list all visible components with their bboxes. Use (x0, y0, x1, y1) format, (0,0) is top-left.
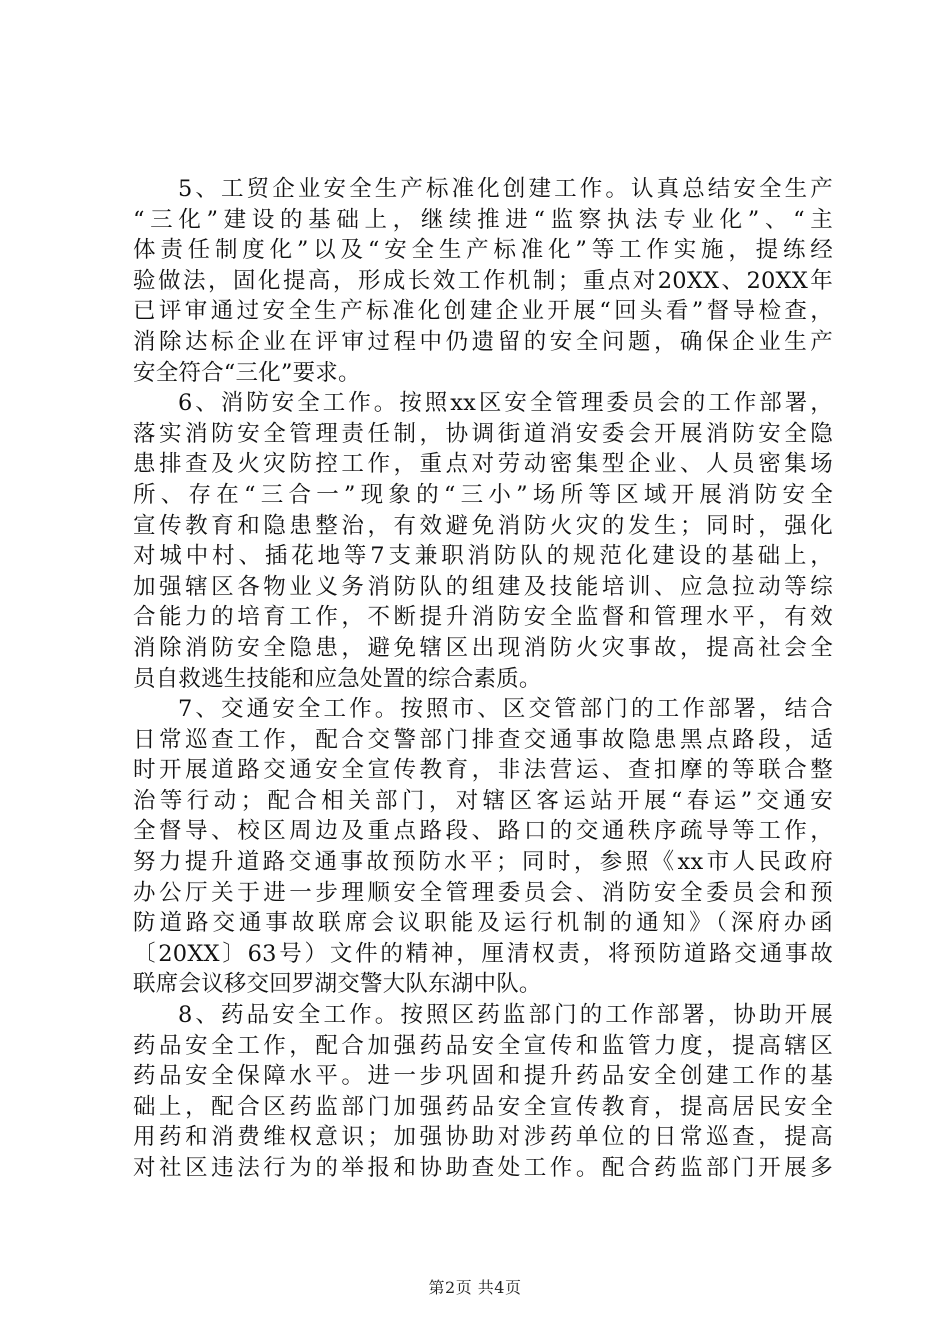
paragraph-line: 消除达标企业在评审过程中仍遗留的安全问题，确保企业生产 (133, 328, 833, 355)
paragraph-line: 础上，配合区药监部门加强药品安全宣传教育，提高居民安全 (133, 1093, 833, 1120)
paragraph-line: 办公厅关于进一步理顺安全管理委员会、消防安全委员会和预 (133, 879, 833, 906)
paragraph-line: 员自救逃生技能和应急处置的综合素质。 (133, 665, 542, 692)
paragraph-line: 日常巡查工作，配合交警部门排查交通事故隐患黑点路段，适 (133, 726, 833, 753)
paragraph (133, 388, 833, 694)
paragraph-line: 防道路交通事故联席会议职能及运行机制的通知》（深府办函 (133, 910, 833, 937)
paragraph-line: “三化”建设的基础上，继续推进“监察执法专业化”、“主 (133, 206, 833, 233)
paragraph (133, 1000, 833, 1184)
paragraph-line: 〔20XX〕63号）文件的精神，厘清权责，将预防道路交通事故 (133, 940, 833, 967)
paragraph-line: 体责任制度化”以及“安全生产标准化”等工作实施，提练经 (133, 237, 833, 264)
paragraph-line: 用药和消费维权意识；加强协助对涉药单位的日常巡查，提高 (133, 1124, 833, 1151)
paragraph-line: 消除消防安全隐患，避免辖区出现消防火灾事故，提高社会全 (133, 634, 833, 661)
paragraph-line: 联席会议移交回罗湖交警大队东湖中队。 (133, 971, 542, 998)
paragraph-line: 8、药品安全工作。按照区药监部门的工作部署，协助开展 (178, 1002, 833, 1029)
paragraph-line: 对社区违法行为的举报和协助查处工作。配合药监部门开展多 (133, 1155, 833, 1181)
paragraph-line: 所、存在“三合一”现象的“三小”场所等区域开展消防安全 (133, 481, 833, 508)
paragraph-line: 药品安全工作，配合加强药品安全宣传和监管力度，提高辖区 (133, 1032, 833, 1059)
paragraph-line: 落实消防安全管理责任制，协调街道消安委会开展消防安全隐 (133, 420, 833, 447)
page-footer: 第2页 共4页 (428, 1278, 522, 1297)
paragraph-line: 5、工贸企业安全生产标准化创建工作。认真总结安全生产 (178, 176, 833, 202)
paragraph (133, 174, 833, 388)
document-body (133, 174, 833, 1184)
paragraph-line: 加强辖区各物业义务消防队的组建及技能培训、应急拉动等综 (133, 573, 833, 600)
paragraph-line: 对城中村、插花地等7支兼职消防队的规范化建设的基础上， (133, 543, 833, 570)
paragraph-line: 已评审通过安全生产标准化创建企业开展“回头看”督导检查， (133, 298, 833, 325)
paragraph-line: 安全符合“三化”要求。 (133, 359, 361, 386)
paragraph (133, 694, 833, 1000)
paragraph-line: 时开展道路交通安全宣传教育，非法营运、查扣摩的等联合整 (133, 757, 833, 784)
paragraph-line: 全督导、校区周边及重点路段、路口的交通秩序疏导等工作， (133, 818, 833, 845)
paragraph-line: 治等行动；配合相关部门，对辖区客运站开展“春运”交通安 (133, 787, 833, 814)
paragraph-line: 合能力的培育工作，不断提升消防安全监督和管理水平，有效 (133, 604, 833, 631)
paragraph-line: 药品安全保障水平。进一步巩固和提升药品安全创建工作的基 (133, 1063, 833, 1090)
paragraph-line: 努力提升道路交通事故预防水平；同时，参照《xx市人民政府 (133, 849, 833, 876)
paragraph-line: 患排查及火灾防控工作，重点对劳动密集型企业、人员密集场 (133, 451, 833, 478)
paragraph-line: 6、消防安全工作。按照xx区安全管理委员会的工作部署， (178, 390, 833, 417)
paragraph-line: 7、交通安全工作。按照市、区交管部门的工作部署，结合 (178, 696, 833, 723)
paragraph-line: 宣传教育和隐患整治，有效避免消防火灾的发生；同时，强化 (133, 512, 833, 539)
paragraph-line: 验做法，固化提高，形成长效工作机制；重点对20XX、20XX年 (133, 267, 833, 294)
